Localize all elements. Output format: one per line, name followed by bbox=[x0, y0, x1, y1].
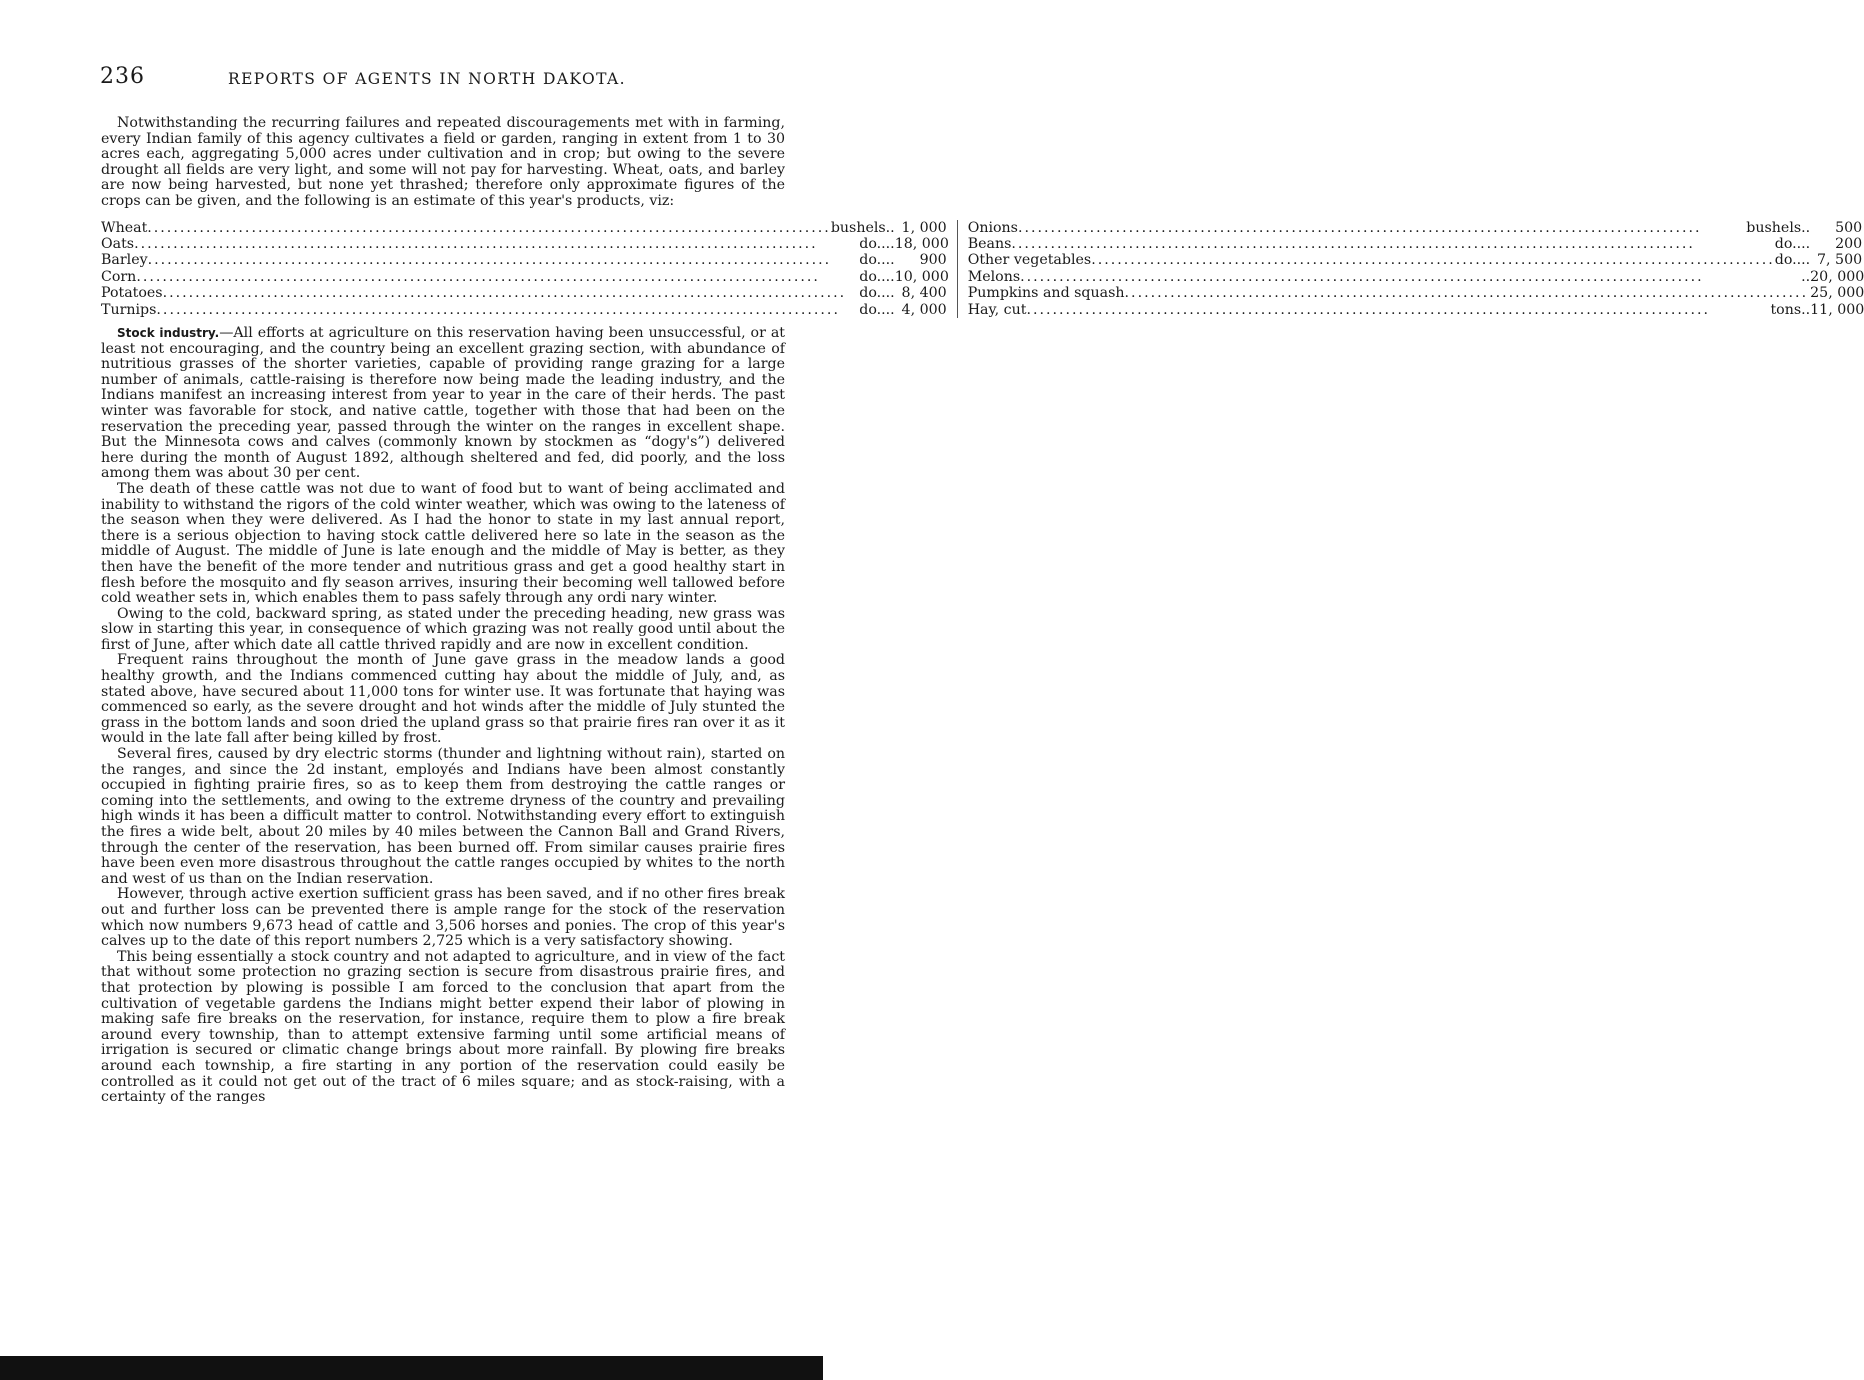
crop-unit: bushels.. bbox=[1746, 219, 1811, 236]
crop-name: Beans bbox=[967, 235, 1012, 252]
leader-dots bbox=[1011, 236, 1774, 252]
page-number: 236 bbox=[100, 64, 145, 89]
crop-row bbox=[101, 252, 947, 268]
crop-name: Oats bbox=[101, 235, 135, 252]
crop-name: Corn bbox=[101, 268, 137, 285]
crop-unit: do.... bbox=[859, 252, 895, 269]
leader-dots bbox=[136, 269, 859, 285]
crop-quantity: 7, 500 bbox=[1817, 252, 1863, 269]
leader-dots bbox=[156, 302, 859, 318]
crop-name: Melons bbox=[967, 268, 1021, 285]
crop-row bbox=[968, 285, 1862, 301]
crop-name: Turnips bbox=[101, 301, 157, 318]
crop-quantity: 500 bbox=[1835, 219, 1863, 236]
crop-name: Pumpkins and squash bbox=[967, 285, 1125, 302]
crop-row bbox=[968, 302, 1862, 318]
crops-table-left-column bbox=[101, 220, 958, 318]
crop-quantity: 200 bbox=[1835, 235, 1863, 252]
crop-name: Potatoes bbox=[101, 285, 163, 302]
crop-quantity: 20, 000 bbox=[1810, 268, 1864, 285]
intro-paragraph: Notwithstanding the recurring failures and repeated discouragements met with in farming, every Indian family of this agency cultivates a field or garden, ranging in extent from 1 to 30 acres each, aggregating 5,000 acres under cultivation and in crop; but owing to the severe drought all fields are very light, and some will not pay for harvesting. Wheat, oats, and barley are now being harvested, but none yet thrashed; therefore only approximate figures of the crops can be given, and the following is an estimate of this year's products, viz: bbox=[101, 115, 785, 209]
crop-row bbox=[968, 252, 1862, 268]
leader-dots bbox=[1026, 302, 1770, 318]
crops-table bbox=[101, 219, 1864, 318]
crop-quantity: 1, 000 bbox=[901, 219, 947, 236]
crop-row bbox=[101, 236, 947, 252]
paragraph: Several fires, caused by dry electric storms (thunder and lightning without rain), started on the ranges, and since the 2d instant, employés and Indians have been almost constantly occupied in fighting prairie fires, so as to keep them from destroying the cattle ranges or coming into the settlements, and owing to the extreme dryness of the country and prevailing high winds it has been a difficult matter to control. Notwithstanding every effort to extinguish the fires a wide belt, about 20 miles by 40 miles between the Cannon Ball and Grand Rivers, through the center of the reservation, has been burned off. From similar causes prairie fires have been even more disastrous throughout the cattle ranges occupied by whites to the north and west of us than on the Indian reservation. bbox=[101, 746, 785, 887]
crop-unit: bushels.. bbox=[830, 219, 895, 236]
crop-name: Onions bbox=[967, 219, 1018, 236]
crop-row bbox=[968, 220, 1862, 236]
crop-unit: do.... bbox=[859, 301, 895, 318]
crop-row bbox=[101, 269, 947, 285]
leader-dots bbox=[163, 285, 860, 301]
crop-name: Other vegetables bbox=[967, 252, 1092, 269]
crop-name: Barley bbox=[101, 252, 148, 269]
body-text bbox=[101, 115, 1864, 1106]
running-head: REPORTS OF AGENTS IN NORTH DAKOTA. bbox=[228, 70, 626, 88]
stock-industry-text: —All efforts at agriculture on this reservation having been unsuccessful, or at least not encouraging, and the country being an excellent grazing section, with abundance of nutritious grasses of the shorter varieties, capable of providing range grazing for a large number of animals, cattle-raising is therefore now being made the leading industry, and the Indians manifest an increasing interest from year to year in the care of their herds. The past winter was favorable for stock, and native cattle, together with those that had been on the reservation the preceding year, passed through the winter on the ranges in excellent shape. But the Minnesota cows and calves (commonly known by stockmen as “dogy's”) delivered here during the month of August 1892, although sheltered and fed, did poorly, and the loss among them was about 30 per cent. bbox=[101, 325, 785, 482]
leader-dots bbox=[147, 220, 831, 236]
crop-quantity: 25, 000 bbox=[1810, 285, 1864, 302]
crop-unit: tons.. bbox=[1770, 301, 1811, 318]
crop-quantity: 4, 000 bbox=[901, 301, 947, 318]
crop-unit: do.... bbox=[1774, 252, 1811, 269]
section-run-in-heading: Stock industry. bbox=[117, 326, 220, 340]
crop-row bbox=[101, 285, 947, 301]
crop-quantity: 8, 400 bbox=[901, 285, 947, 302]
crop-row bbox=[968, 269, 1862, 285]
crop-unit: do.... bbox=[859, 268, 895, 285]
paragraph: However, through active exertion sufficient grass has been saved, and if no other fires break out and further loss can be prevented there is ample range for the stock of the reservation which now numbers 9,673 head of cattle and 3,506 horses and ponies. The crop of this year's calves up to the date of this report numbers 2,725 which is a very satisfactory showing. bbox=[101, 886, 786, 950]
crop-unit: do.... bbox=[859, 235, 895, 252]
crop-name: Wheat bbox=[101, 219, 148, 236]
crop-row bbox=[968, 236, 1862, 252]
stock-industry-paragraph bbox=[101, 326, 785, 482]
crop-name: Hay, cut bbox=[967, 301, 1027, 318]
scan-bottom-edge bbox=[0, 1356, 823, 1380]
leader-dots bbox=[1125, 285, 1811, 301]
leader-dots bbox=[134, 236, 859, 252]
paragraph: Frequent rains throughout the month of June gave grass in the meadow lands a good healthy growth, and the Indians commenced cutting hay about the middle of July, and, as stated above, have secured about 11,000 tons for winter use. It was fortunate that haying was commenced so early, as the severe drought and hot winds after the middle of July stunted the grass in the bottom lands and soon dried the upland grass so that prairie fires ran over it as it would in the late fall after being killed by frost. bbox=[101, 652, 785, 747]
crop-row bbox=[101, 220, 947, 236]
crop-unit: do.... bbox=[859, 285, 895, 302]
crop-unit: .. bbox=[1801, 268, 1811, 285]
page-header bbox=[100, 64, 790, 92]
crop-row bbox=[101, 302, 947, 318]
leader-dots bbox=[148, 252, 860, 268]
crops-table-right-column bbox=[958, 220, 1862, 318]
paragraph: The death of these cattle was not due to want of food but to want of being acclimated and inability to withstand the rigors of the cold winter weather, which was owing to the lateness of the season when they were delivered. As I had the honor to state in my last annual report, there is a serious objection to having stock cattle delivered here so late in the season as the middle of August. The middle of June is late enough and the middle of May is better, as they then have the benefit of the more tender and nutritious grass and get a good healthy start in flesh before the mosquito and fly season arrives, insuring their becoming well tallowed before cold weather sets in, which enables them to pass safely through any ordi nary winter. bbox=[101, 480, 785, 607]
crop-quantity: 11, 000 bbox=[1810, 301, 1864, 318]
leader-dots bbox=[1018, 220, 1746, 236]
leader-dots bbox=[1020, 269, 1801, 285]
paragraph: Owing to the cold, backward spring, as stated under the preceding heading, new grass was slow in starting this year, in consequence of which grazing was not really good until about the first of June, after which date all cattle thrived rapidly and are now in excellent condition. bbox=[101, 605, 785, 653]
crop-quantity: 10, 000 bbox=[894, 268, 949, 285]
leader-dots bbox=[1091, 252, 1775, 268]
paragraph: This being essentially a stock country and not adapted to agriculture, and in view of the fact that without some protection no grazing section is secure from disastrous prairie fires, and that protection by plowing is possible I am forced to the conclusion that apart from the cultivation of vegetable gardens the Indians might better expend their labor of plowing in making safe fire breaks on the reservation, for instance, require them to plow a fire break around every township, than to attempt extensive farming until some artificial means of irrigation is secured or climatic change brings about more rainfall. By plowing fire breaks around each township, a fire starting in any portion of the reservation could easily be controlled as it could not get out of the tract of 6 miles square; and as stock-raising, with a certainty of the ranges bbox=[101, 948, 785, 1106]
crop-unit: do.... bbox=[1774, 235, 1811, 252]
crop-quantity: 900 bbox=[919, 252, 947, 269]
crop-quantity: 18, 000 bbox=[894, 235, 949, 252]
